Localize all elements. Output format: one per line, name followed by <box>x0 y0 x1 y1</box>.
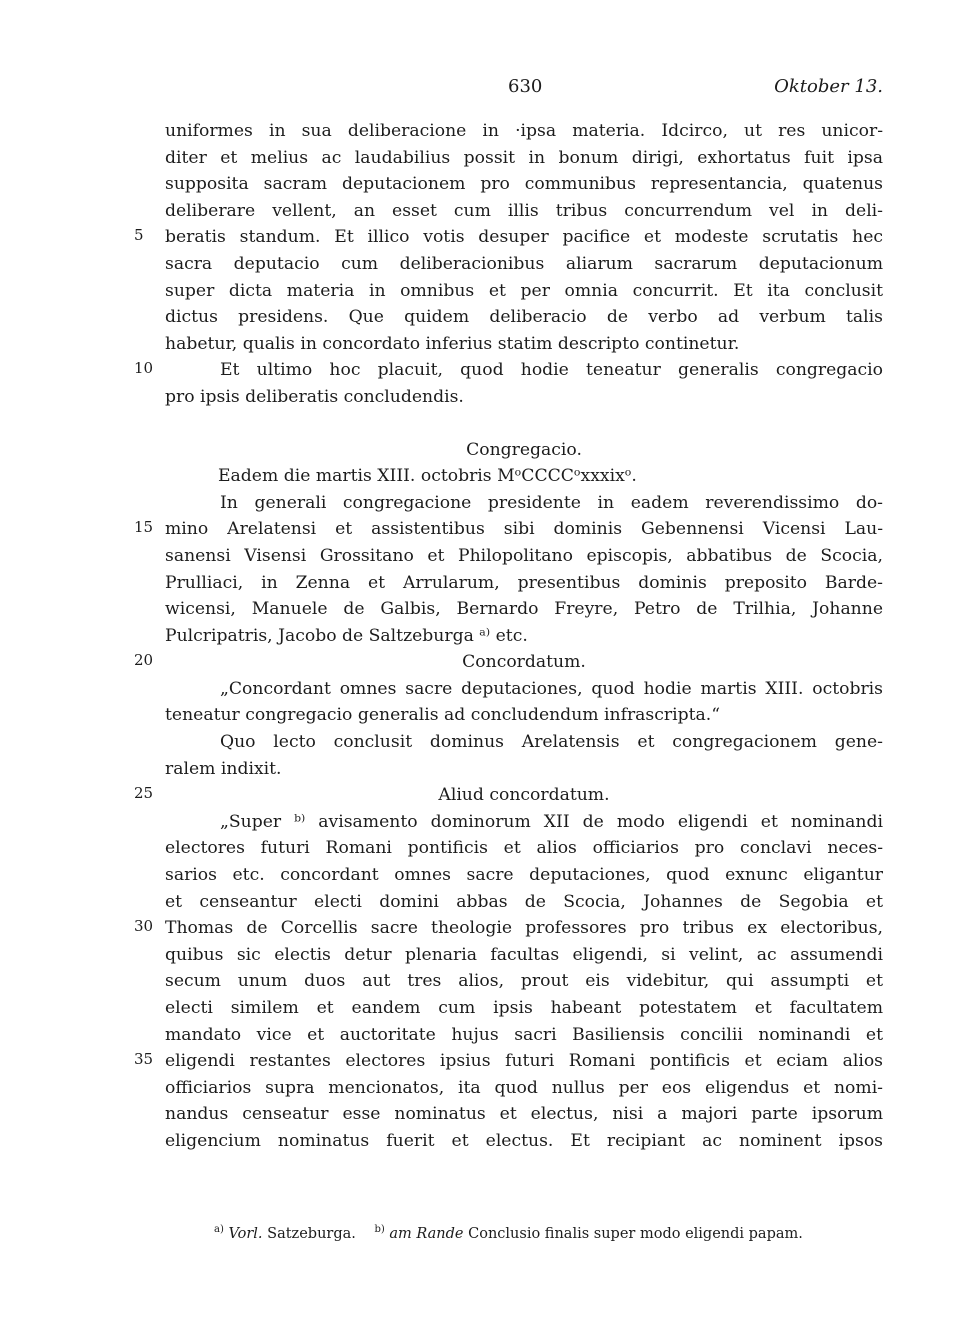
text-line <box>0 543 960 570</box>
text-line <box>0 968 960 995</box>
footnote-a <box>214 1226 360 1242</box>
text-line <box>0 516 960 543</box>
section-gap <box>0 411 960 437</box>
text-line <box>0 570 960 597</box>
text-line <box>0 809 960 836</box>
text-line <box>0 1128 960 1155</box>
line-number: 30 <box>134 917 154 936</box>
line-text: diter et melius ac laudabilius possit in bonum dirigi, exhortatus fuit ipsa <box>165 147 883 168</box>
footnote-b <box>374 1226 802 1242</box>
text-line <box>0 278 960 305</box>
line-number: 25 <box>134 784 154 803</box>
line-text: officiarios supra mencionatos, ita quod nullus per eos eligendus et nomi- <box>165 1077 883 1098</box>
text-line <box>0 463 960 490</box>
text-line <box>0 357 960 384</box>
line-text: deliberare vellent, an esset cum illis tribus concurrendum vel in deli- <box>165 200 883 221</box>
text-line <box>0 862 960 889</box>
line-text: wicensi, Manuele de Galbis, Bernardo Freyre, Petro de Trilhia, Johanne <box>165 599 883 620</box>
text-line <box>0 995 960 1022</box>
line-text: sarios etc. concordant omnes sacre deputaciones, quod exnunc eligantur <box>165 865 883 886</box>
line-text: Congregacio. <box>466 439 582 460</box>
line-text: Pulcripatris, Jacobo de Saltzeburga ᵃ⁾ etc. <box>165 625 528 646</box>
line-text: electi similem et eandem cum ipsis habeant potestatem et facultatem <box>165 998 883 1018</box>
text-line <box>0 1075 960 1102</box>
text-line <box>0 490 960 517</box>
running-title: Oktober 13. <box>774 76 883 97</box>
text-line <box>0 782 960 809</box>
text-line <box>0 623 960 650</box>
line-text: Quo lecto conclusit dominus Arelatensis et congregacionem gene- <box>220 732 883 753</box>
line-text: „Super ᵇ⁾ avisamento dominorum XII de modo eligendi et nominandi <box>220 811 883 832</box>
text-line <box>0 702 960 729</box>
text-line <box>0 889 960 916</box>
body-text <box>0 118 960 1155</box>
line-text: In generali congregacione presidente in eadem reverendissimo do- <box>220 492 883 513</box>
line-text: super dicta materia in omnibus et per omnia concurrit. Et ita conclusit <box>165 280 883 301</box>
text-line <box>0 915 960 942</box>
text-line <box>0 596 960 623</box>
line-text: Thomas de Corcellis sacre theologie professores pro tribus ex electoribus, <box>165 918 883 939</box>
text-line <box>0 649 960 676</box>
line-text: Aliud concordatum. <box>438 785 610 806</box>
line-text: mino Arelatensi et assistentibus sibi dominis Gebennensi Vicensi Lau- <box>165 519 883 540</box>
line-text: sanensi Visensi Grossitano et Philopolitano episcopis, abbatibus de Scocia, <box>165 545 883 566</box>
footnote-b-text: Conclusio finalis super modo eligendi papam. <box>468 1226 803 1242</box>
text-line <box>0 729 960 756</box>
footnote-a-text: Satzeburga. <box>267 1226 356 1242</box>
line-text: teneatur congregacio generalis ad concludendum infrascripta.“ <box>165 705 720 726</box>
line-text: electores futuri Romani pontificis et alios officiarios pro conclavi neces- <box>165 838 883 859</box>
line-text: Et ultimo hoc placuit, quod hodie teneatur generalis congregacio <box>220 360 883 381</box>
footnote-a-mark: a) <box>214 1224 224 1236</box>
line-text: Prulliaci, in Zenna et Arrularum, presentibus dominis preposito Barde- <box>165 572 883 593</box>
line-text: mandato vice et auctoritate hujus sacri Basiliensis concilii nominandi et <box>165 1024 883 1045</box>
line-number: 20 <box>134 651 154 670</box>
text-line <box>0 676 960 703</box>
line-text: secum unum duos aut tres alios, prout eis videbitur, qui assumpti et <box>165 971 883 992</box>
text-line <box>0 304 960 331</box>
line-number: 35 <box>134 1050 154 1069</box>
text-line <box>0 171 960 198</box>
text-line <box>0 331 960 358</box>
line-text: uniformes in sua deliberacione in ·ipsa materia. Idcirco, ut res unicor- <box>165 121 883 141</box>
line-number: 10 <box>134 359 154 378</box>
line-text: Concordatum. <box>462 652 586 673</box>
line-number: 5 <box>134 226 144 245</box>
text-line <box>0 835 960 862</box>
text-line <box>0 437 960 464</box>
text-line <box>0 118 960 145</box>
footnote-b-mark: b) <box>374 1224 385 1236</box>
line-text: eligencium nominatus fuerit et electus. Et recipiant ac nominent ipsos <box>165 1130 883 1151</box>
footnote-a-label: Vorl. <box>228 1226 263 1242</box>
line-text: pro ipsis deliberatis concludendis. <box>165 386 464 407</box>
line-text: „Concordant omnes sacre deputaciones, quod hodie martis XIII. octobris <box>220 678 883 699</box>
text-line <box>0 198 960 225</box>
line-text: beratis standum. Et illico votis desuper pacifice et modeste scrutatis hec <box>165 227 883 248</box>
text-line <box>0 756 960 783</box>
text-line <box>0 1022 960 1049</box>
text-line <box>0 251 960 278</box>
text-line <box>0 384 960 411</box>
line-text: ralem indixit. <box>165 758 282 779</box>
text-line <box>0 145 960 172</box>
page-number: 630 <box>508 76 543 97</box>
footnote-b-label: am Rande <box>389 1226 464 1242</box>
line-text: et censeantur electi domini abbas de Scocia, Johannes de Segobia et <box>165 891 883 912</box>
line-text: sacra deputacio cum deliberacionibus aliarum sacrarum deputacionum <box>165 253 883 274</box>
line-number: 15 <box>134 518 154 537</box>
line-text: dictus presidens. Que quidem deliberacio de verbo ad verbum talis <box>165 307 883 328</box>
line-text: supposita sacram deputacionem pro communibus representancia, quatenus <box>165 174 883 195</box>
text-line <box>0 224 960 251</box>
line-text: habetur, qualis in concordato inferius statim descripto continetur. <box>165 333 740 354</box>
text-line <box>0 1101 960 1128</box>
line-text: eligendi restantes electores ipsius futuri Romani pontificis et eciam alios <box>165 1051 883 1072</box>
footnotes <box>214 1226 884 1242</box>
line-text: Eadem die martis XIII. octobris MᵒCCCCᵒxxxixᵒ. <box>218 466 637 487</box>
page-header <box>165 76 883 102</box>
text-line <box>0 1048 960 1075</box>
line-text: quibus sic electis detur plenaria facultas eligendi, si velint, ac assumendi <box>165 944 883 965</box>
line-text: nandus censeatur esse nominatus et electus, nisi a majori parte ipsorum <box>165 1104 883 1125</box>
text-line <box>0 942 960 969</box>
